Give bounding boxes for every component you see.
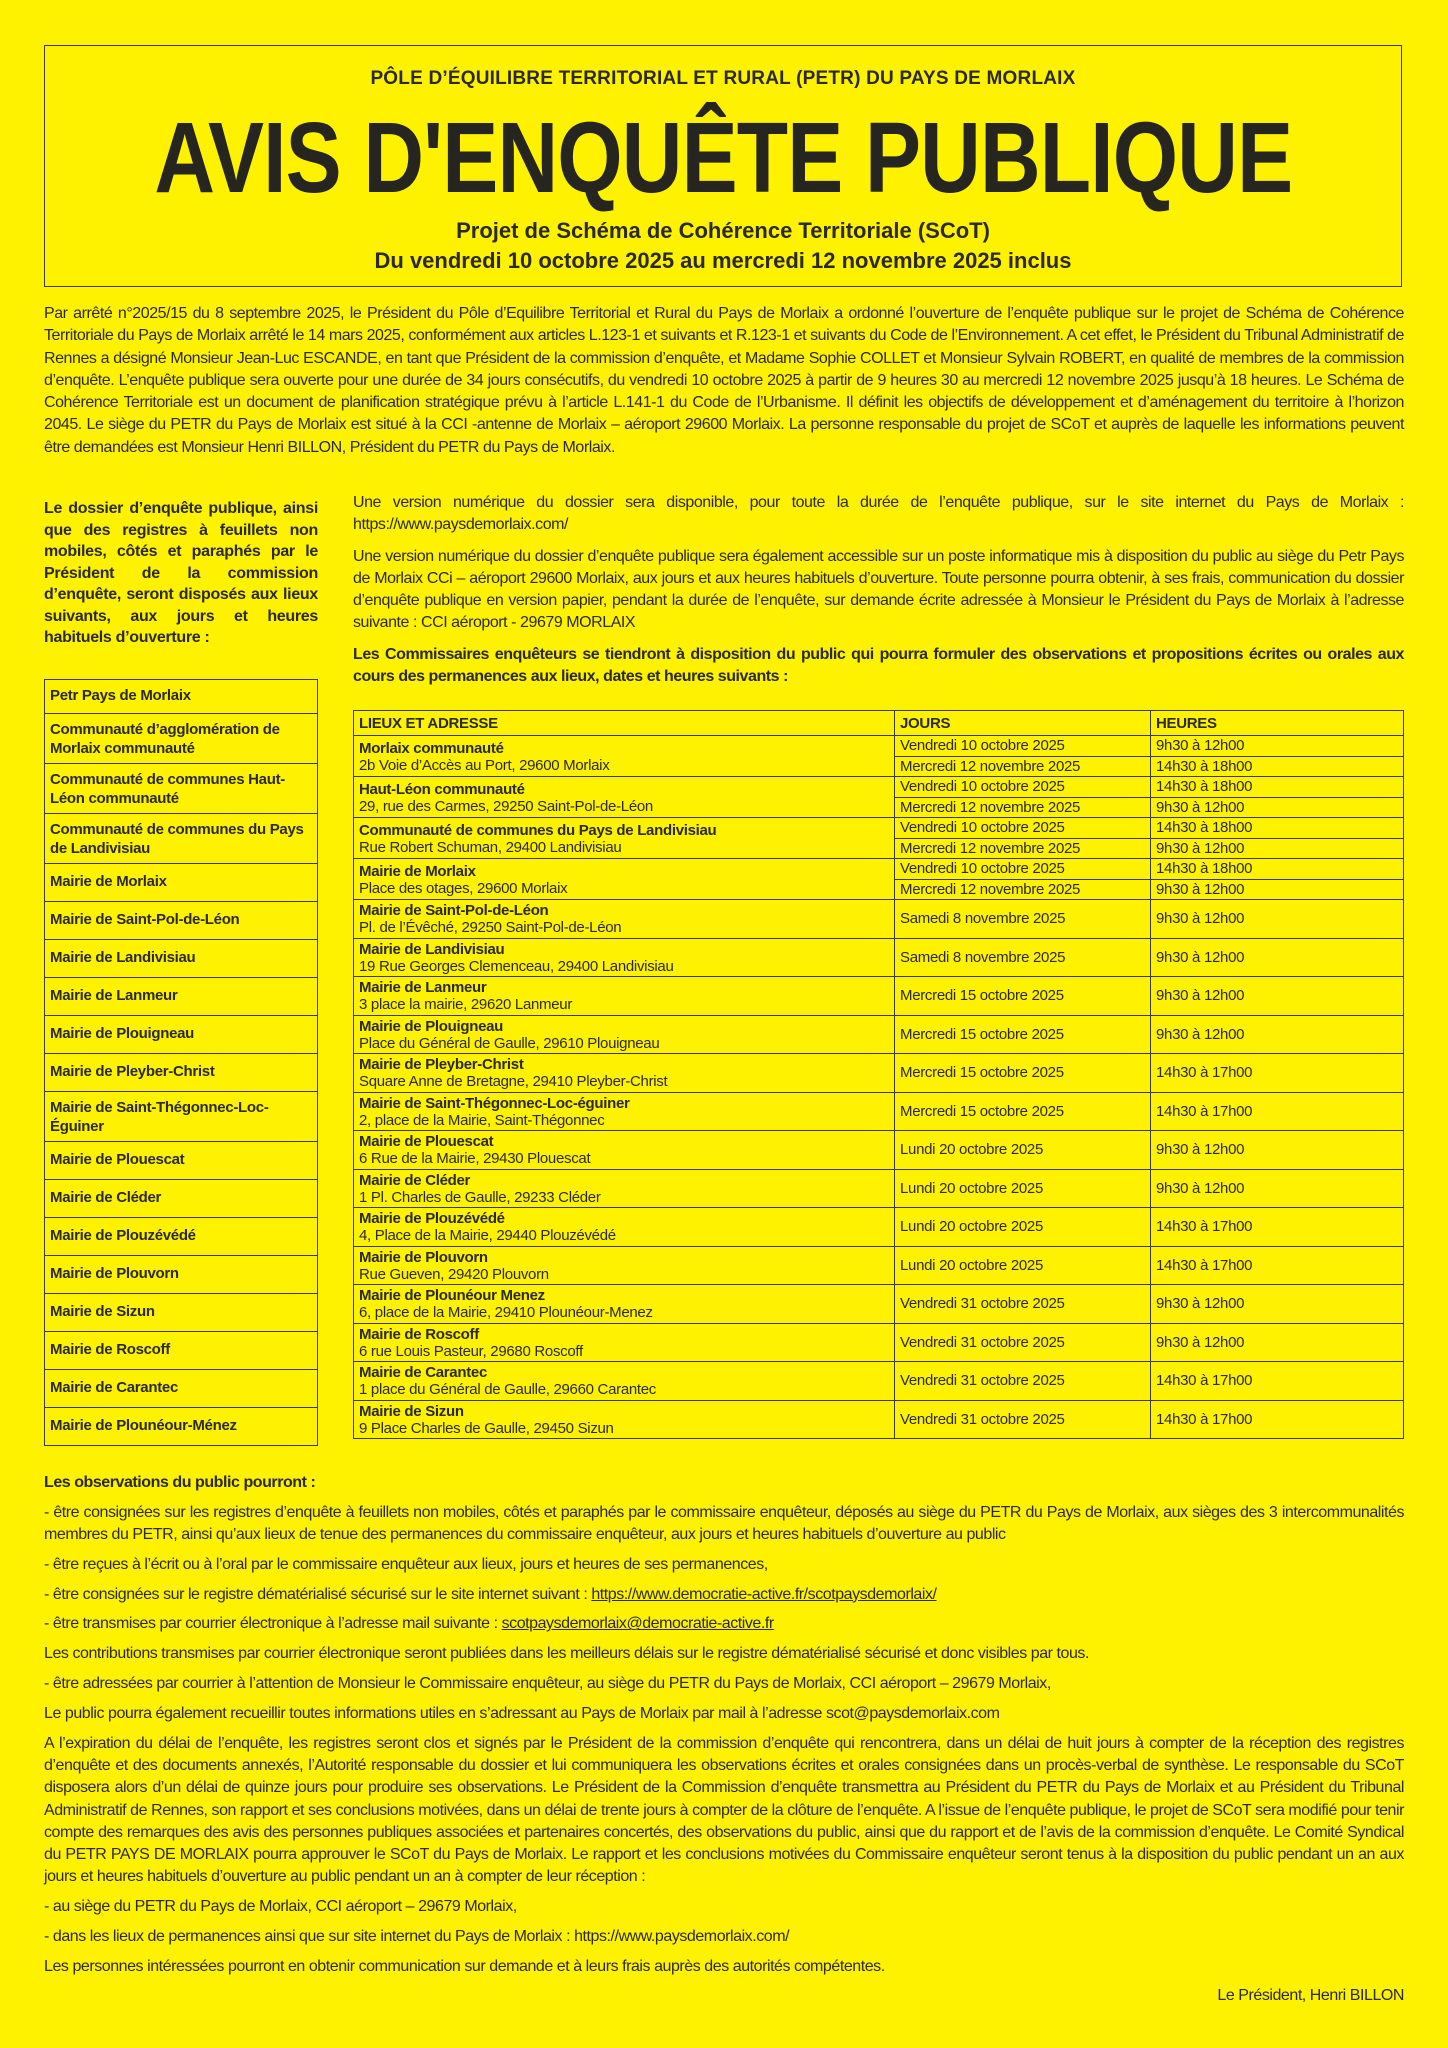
place-name: Mairie de Carantec [359, 1364, 487, 1382]
register-link[interactable]: https://www.democratie-active.fr/scotpaysdemorlaix/ [591, 1585, 937, 1603]
place-address: 1 place du Général de Gaulle, 29660 Carantec [359, 1381, 657, 1399]
day-cell: Mercredi 15 octobre 2025 [895, 1015, 1151, 1054]
location-item: Mairie de Plouvorn [45, 1255, 317, 1293]
place-name: Mairie de Morlaix [359, 862, 476, 880]
place-address: 29, rue des Carmes, 29250 Saint-Pol-de-Léon [359, 797, 653, 815]
hours-cell: 14h30 à 18h00 [1151, 777, 1404, 798]
place-address: 1 Pl. Charles de Gaulle, 29233 Cléder [359, 1188, 601, 1206]
day-cell: Mercredi 15 octobre 2025 [895, 1054, 1151, 1093]
hours-cell: 9h30 à 12h00 [1151, 938, 1404, 977]
place-name: Communauté de communes du Pays de Landivisiau [359, 821, 717, 839]
place-cell [354, 900, 895, 939]
place-cell [354, 1323, 895, 1362]
location-item: Mairie de Landivisiau [45, 939, 317, 977]
table-row [354, 1246, 1404, 1285]
table-row [354, 1092, 1404, 1131]
place-name: Mairie de Roscoff [359, 1325, 479, 1343]
place-address: 3 place la mairie, 29620 Lanmeur [359, 996, 573, 1014]
table-header-row [354, 711, 1404, 736]
location-item: Mairie de Plouzévédé [45, 1217, 317, 1255]
notice-header [44, 45, 1402, 287]
place-cell [354, 1054, 895, 1093]
table-row [354, 1169, 1404, 1208]
place-name: Mairie de Lanmeur [359, 979, 487, 997]
location-item: Mairie de Morlaix [45, 863, 317, 901]
email-contributions-note: Les contributions transmises par courrier électronique seront publiées dans les meilleurs délais sur le registre dématérialisé sécurisé et donc visibles par tous. [44, 1645, 1089, 1663]
hours-cell: 14h30 à 18h00 [1151, 756, 1404, 777]
hours-cell: 14h30 à 18h00 [1151, 859, 1404, 880]
column-header-days: JOURS [895, 711, 1151, 736]
intro-paragraph: Par arrêté n°2025/15 du 8 septembre 2025, le Président du Pôle d’Equilibre Territorial et Rural du Pays de Morlaix a ordonné l’ouverture de l’enquête publique sur le projet de Schéma de Cohérence Territoriale du Pays de Morlaix arrêté le 14 mars 2025, conformément aux articles L.123-1 et suivants et R.123-1 et suivants du Code de l’Environnement. A cet effet, le Président du Tribunal Administratif de Rennes a désigné Monsieur Jean-Luc ESCANDE, en tant que Président de la commission d’enquête, et Madame Sophie COLLET et Monsieur Sylvain ROBERT, en qualité de membres de la commission d’enquête. L’enquête publique sera ouverte pour une durée de 34 jours consécutifs, du vendredi 10 octobre 2025 à partir de 9 heures 30 au mercredi 12 novembre 2025 jusqu’à 18 heures. Le Schéma de Cohérence Territoriale est un document de planification stratégique prévu à l’article L.141-1 du Code de l’Urbanisme. Il définit les objectifs de développement et d’aménagement du territoire à l’horizon 2045. Le siège du PETR du Pays de Morlaix est situé à la CCI -antenne de Morlaix – aéroport 29600 Morlaix. La personne responsable du projet de SCoT et auprès de laquelle les informations peuvent être demandées est Monsieur Henri BILLON, Président du PETR du Pays de Morlaix. [44, 305, 1404, 456]
table-row [354, 1323, 1404, 1362]
table-row [354, 1208, 1404, 1247]
digital-version-paragraph: Une version numérique du dossier sera disponible, pour toute la durée de l’enquête publique, sur le site internet du Pays de Morlaix : https://www.paysdemorlaix.com/ [353, 494, 1404, 534]
location-item: Communauté de communes Haut-Léon communauté [45, 763, 317, 813]
place-name: Haut-Léon communauté [359, 780, 525, 798]
location-item: Mairie de Plouigneau [45, 1015, 317, 1053]
table-row [354, 1362, 1404, 1401]
day-cell: Samedi 8 novembre 2025 [895, 938, 1151, 977]
place-address: 2, place de la Mairie, Saint-Thégonnec [359, 1111, 605, 1129]
table-row [354, 777, 1404, 798]
place-name: Mairie de Saint-Thégonnec-Loc-éguiner [359, 1094, 630, 1112]
place-name: Morlaix communauté [359, 739, 504, 757]
day-cell: Vendredi 10 octobre 2025 [895, 777, 1151, 798]
place-address: 6 Rue de la Mairie, 29430 Plouescat [359, 1150, 591, 1168]
day-cell: Lundi 20 octobre 2025 [895, 1131, 1151, 1170]
place-cell [354, 1131, 895, 1170]
location-item: Communauté d’agglomération de Morlaix communauté [45, 713, 317, 763]
place-address: Rue Robert Schuman, 29400 Landivisiau [359, 838, 622, 856]
hours-cell: 14h30 à 18h00 [1151, 818, 1404, 839]
place-address: 6 rue Louis Pasteur, 29680 Roscoff [359, 1342, 583, 1360]
observation-item [44, 1584, 1404, 1606]
location-item: Mairie de Sizun [45, 1293, 317, 1331]
table-row [354, 859, 1404, 880]
table-row [354, 736, 1404, 757]
hours-cell: 9h30 à 12h00 [1151, 977, 1404, 1016]
table-row [354, 1285, 1404, 1324]
place-cell [354, 1092, 895, 1131]
day-cell: Vendredi 10 octobre 2025 [895, 818, 1151, 839]
table-row [354, 900, 1404, 939]
signature: Le Président, Henri BILLON [1217, 1987, 1404, 2004]
location-item: Mairie de Plounéour-Ménez [45, 1407, 317, 1445]
place-address: 19 Rue Georges Clemenceau, 29400 Landivisiau [359, 957, 674, 975]
project-subtitle: Projet de Schéma de Cohérence Territoriale (SCoT) [456, 218, 990, 243]
day-cell: Samedi 8 novembre 2025 [895, 900, 1151, 939]
contact-paragraph: Le public pourra également recueillir toutes informations utiles en s’adressant au Pays de Morlaix par mail à l’adresse scot@paysdemorlaix.com [44, 1704, 1000, 1722]
place-name: Mairie de Landivisiau [359, 940, 505, 958]
location-item: Mairie de Saint-Thégonnec-Loc-Éguiner [45, 1091, 317, 1141]
hours-cell: 9h30 à 12h00 [1151, 900, 1404, 939]
place-name: Mairie de Plouigneau [359, 1017, 504, 1035]
observation-item [44, 1613, 1404, 1635]
place-cell [354, 938, 895, 977]
place-cell [354, 1169, 895, 1208]
column-header-hours: HEURES [1151, 711, 1404, 736]
dossier-locations-intro: Le dossier d’enquête publique, ainsi que des registres à feuillets non mobiles, côtés et paraphés par le Président de la commission d’enquête, seront disposés aux lieux suivants, aux jours et heures habituels d’ouverture : [44, 500, 318, 646]
permanences-intro: Les Commissaires enquêteurs se tiendront à disposition du public qui pourra formuler des observations et propositions écrites ou orales aux cours des permanences aux lieux, dates et heures suivants : [353, 645, 1404, 686]
day-cell: Mercredi 12 novembre 2025 [895, 838, 1151, 859]
availability-item: - au siège du PETR du Pays de Morlaix, CCI aéroport – 29679 Morlaix, [44, 1898, 517, 1916]
table-row [354, 818, 1404, 839]
location-item: Petr Pays de Morlaix [50, 687, 191, 704]
observation-item-text: - être transmises par courrier électronique à l’adresse mail suivante : [44, 1615, 502, 1633]
location-item: Mairie de Plouescat [45, 1141, 317, 1179]
day-cell: Vendredi 31 octobre 2025 [895, 1285, 1151, 1324]
day-cell: Lundi 20 octobre 2025 [895, 1246, 1151, 1285]
place-address: Place des otages, 29600 Morlaix [359, 879, 568, 897]
hours-cell: 14h30 à 17h00 [1151, 1246, 1404, 1285]
observation-item-text: - être consignées sur le registre dématérialisé sécurisé sur le site internet suivant : [44, 1585, 592, 1603]
place-cell [354, 1246, 895, 1285]
place-name: Mairie de Plounéour Menez [359, 1287, 545, 1305]
location-item: Communauté de communes du Pays de Landivisiau [45, 813, 317, 863]
table-row [354, 1054, 1404, 1093]
hours-cell: 9h30 à 12h00 [1151, 797, 1404, 818]
table-row [354, 938, 1404, 977]
hours-cell: 9h30 à 12h00 [1151, 736, 1404, 757]
hours-cell: 9h30 à 12h00 [1151, 1015, 1404, 1054]
day-cell: Vendredi 10 octobre 2025 [895, 736, 1151, 757]
observation-item: - être consignées sur les registres d’enquête à feuillets non mobiles, côtés et paraphés par le commissaire enquêteur, déposés au siège du PETR du Pays de Morlaix, aux sièges des 3 intercommunalités membres du PETR, ainsi qu’aux lieux de tenue des permanences du commissaire enquêteur, aux jours et heures habituels d’ouverture au public [44, 1503, 1404, 1544]
place-cell [354, 1285, 895, 1324]
place-name: Mairie de Plouescat [359, 1133, 494, 1151]
observations-section [44, 1472, 1404, 1986]
hours-cell: 9h30 à 12h00 [1151, 1323, 1404, 1362]
place-name: Mairie de Plouzévédé [359, 1210, 505, 1228]
dossier-locations-list [44, 679, 318, 1446]
observation-item: - être adressées par courrier à l’attention de Monsieur le Commissaire enquêteur, au siège du PETR du Pays de Morlaix, CCI aéroport – 29679 Morlaix, [44, 1675, 1051, 1693]
day-cell: Vendredi 10 octobre 2025 [895, 859, 1151, 880]
place-cell [354, 977, 895, 1016]
place-cell [354, 859, 895, 900]
hours-cell: 14h30 à 17h00 [1151, 1092, 1404, 1131]
day-cell: Mercredi 15 octobre 2025 [895, 1092, 1151, 1131]
place-name: Mairie de Plouvorn [359, 1248, 488, 1266]
place-address: 4, Place de la Mairie, 29440 Plouzévédé [359, 1227, 616, 1245]
observations-heading: Les observations du public pourront : [44, 1474, 316, 1491]
permanences-table [353, 710, 1404, 1439]
place-name: Mairie de Pleyber-Christ [359, 1056, 524, 1074]
computer-access-paragraph: Une version numérique du dossier d’enquête publique sera également accessible sur un poste informatique mis à disposition du public au siège du Petr Pays de Morlaix CCi – aéroport 29600 Morlaix, aux jours et aux heures habituels d’ouverture. Toute personne pourra obtenir, à ses frais, communication du dossier d’enquête publique en version papier, pendant la durée de l’enquête, sur demande écrite adressée à Monsieur le Président du Pays de Morlaix à l’adresse suivante : CCI aéroport - 29679 MORLAIX [353, 547, 1404, 632]
place-address: Place du Général de Gaulle, 29610 Plouigneau [359, 1034, 660, 1052]
place-cell [354, 1015, 895, 1054]
place-cell [354, 1208, 895, 1247]
location-item: Mairie de Saint-Pol-de-Léon [45, 901, 317, 939]
place-cell [354, 1400, 895, 1439]
hours-cell: 9h30 à 12h00 [1151, 1169, 1404, 1208]
inquiry-dates: Du vendredi 10 octobre 2025 au mercredi 12 novembre 2025 inclus [374, 248, 1072, 273]
day-cell: Lundi 20 octobre 2025 [895, 1208, 1151, 1247]
hours-cell: 9h30 à 12h00 [1151, 1285, 1404, 1324]
table-row [354, 1015, 1404, 1054]
place-name: Mairie de Saint-Pol-de-Léon [359, 902, 549, 920]
place-cell [354, 1362, 895, 1401]
place-address: Rue Gueven, 29420 Plouvorn [359, 1265, 549, 1283]
observation-item: - être reçues à l’écrit ou à l’oral par le commissaire enquêteur aux lieux, jours et heures de ses permanences, [44, 1555, 768, 1573]
place-name: Mairie de Cléder [359, 1171, 471, 1189]
final-paragraph: Les personnes intéressées pourront en obtenir communication sur demande et à leurs frais auprès des autorités compétentes. [44, 1957, 885, 1975]
location-item: Mairie de Cléder [45, 1179, 317, 1217]
organization-name: PÔLE D’ÉQUILIBRE TERRITORIAL ET RURAL (PETR) DU PAYS DE MORLAIX [370, 68, 1076, 89]
day-cell: Mercredi 15 octobre 2025 [895, 977, 1151, 1016]
table-row [354, 1131, 1404, 1170]
location-item: Mairie de Carantec [45, 1369, 317, 1407]
day-cell: Vendredi 31 octobre 2025 [895, 1400, 1151, 1439]
day-cell: Vendredi 31 octobre 2025 [895, 1323, 1151, 1362]
place-address: 9 Place Charles de Gaulle, 29450 Sizun [359, 1419, 614, 1437]
table-row [354, 1400, 1404, 1439]
day-cell: Mercredi 12 novembre 2025 [895, 756, 1151, 777]
hours-cell: 9h30 à 12h00 [1151, 838, 1404, 859]
hours-cell: 14h30 à 17h00 [1151, 1208, 1404, 1247]
day-cell: Lundi 20 octobre 2025 [895, 1169, 1151, 1208]
day-cell: Mercredi 12 novembre 2025 [895, 797, 1151, 818]
place-address: Pl. de l’Évêché, 29250 Saint-Pol-de-Léon [359, 919, 622, 937]
place-cell [354, 818, 895, 859]
page-title: AVIS D'ENQUÊTE PUBLIQUE [154, 102, 1292, 214]
hours-cell: 14h30 à 17h00 [1151, 1400, 1404, 1439]
hours-cell: 9h30 à 12h00 [1151, 1131, 1404, 1170]
right-column-text [353, 492, 1404, 697]
day-cell: Vendredi 31 octobre 2025 [895, 1362, 1151, 1401]
hours-cell: 14h30 à 17h00 [1151, 1054, 1404, 1093]
hours-cell: 14h30 à 17h00 [1151, 1362, 1404, 1401]
availability-item: - dans les lieux de permanences ainsi que sur site internet du Pays de Morlaix : https://www.paysdemorlaix.com/ [44, 1928, 790, 1946]
hours-cell: 9h30 à 12h00 [1151, 879, 1404, 900]
place-address: Square Anne de Bretagne, 29410 Pleyber-Christ [359, 1073, 668, 1091]
day-cell: Mercredi 12 novembre 2025 [895, 879, 1151, 900]
email-link[interactable]: scotpaysdemorlaix@democratie-active.fr [501, 1615, 774, 1633]
place-cell [354, 736, 895, 777]
location-item: Mairie de Pleyber-Christ [45, 1053, 317, 1091]
place-address: 6, place de la Mairie, 29410 Plounéour-Menez [359, 1304, 653, 1322]
place-address: 2b Voie d’Accès au Port, 29600 Morlaix [359, 756, 610, 774]
column-header-places: LIEUX ET ADRESSE [354, 711, 895, 736]
closing-paragraph: A l’expiration du délai de l’enquête, les registres seront clos et signés par le Président de la commission d’enquête qui rencontrera, dans un délai de huit jours à compter de la réception des registres d’enquête et des documents annexés, l’Autorité responsable du dossier et lui communiquera les observations écrites et orales consignées dans un procès-verbal de synthèse. Le responsable du SCoT disposera alors d’un délai de quinze jours pour produire ses observations. Le Président de la Commission d’enquête transmettra au Président du PETR du Pays de Morlaix et au Président du Tribunal Administratif de Rennes, son rapport et ses conclusions motivées, dans un délai de trente jours à compter de la clôture de l’enquête. A l’issue de l’enquête publique, le projet de SCoT sera modifié pour tenir compte des remarques des avis des personnes publiques associées et partenaires concertés, des observations du public, ainsi que du rapport et de l’avis de la commission d’enquête. Le Comité Syndical du PETR PAYS DE MORLAIX pourra approuver le SCoT du Pays de Morlaix. Le rapport et les conclusions motivées du Commissaire enquêteur seront tenus à la disposition du public pendant un an aux jours et heures habituels d’ouverture au public pendant un an à compter de leur réception : [44, 1734, 1404, 1886]
place-name: Mairie de Sizun [359, 1402, 464, 1420]
location-item: Mairie de Roscoff [45, 1331, 317, 1369]
table-row [354, 977, 1404, 1016]
place-cell [354, 777, 895, 818]
location-item: Mairie de Lanmeur [45, 977, 317, 1015]
